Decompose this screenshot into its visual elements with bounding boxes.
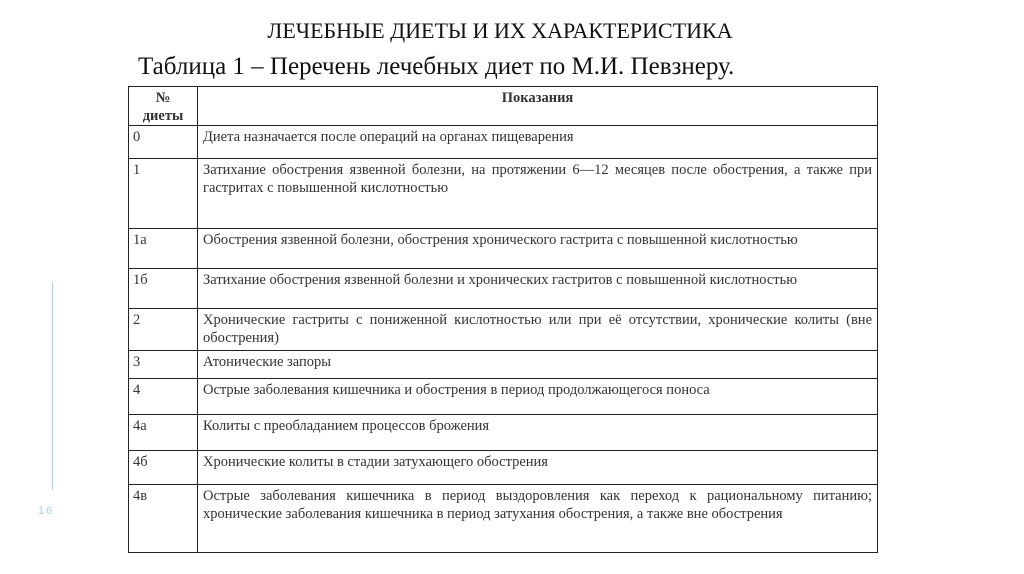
table-row <box>129 415 878 451</box>
diet-indication: Хронические колиты в стадии затухающего обострения <box>198 451 878 485</box>
diet-number: 0 <box>129 126 198 159</box>
table-row <box>129 309 878 351</box>
table-row <box>129 351 878 379</box>
diet-number: 4 <box>129 379 198 415</box>
diet-number: 4б <box>129 451 198 485</box>
table-caption: Таблица 1 – Перечень лечебных диет по М.И. Певзнеру. <box>138 53 735 80</box>
diet-number: 3 <box>129 351 198 379</box>
diet-indication: Хронические гастриты с пониженной кислотностью или при её отсутствии, хронические колиты (вне обострения) <box>198 309 878 351</box>
table-row <box>129 159 878 229</box>
table-row <box>129 485 878 553</box>
diet-indication: Острые заболевания кишечника и обострения в период продолжающегося поноса <box>198 379 878 415</box>
diet-indication: Обострения язвенной болезни, обострения хронического гастрита с повышенной кислотностью <box>198 229 878 269</box>
table-row <box>129 451 878 485</box>
diet-number: 1а <box>129 229 198 269</box>
diet-indication: Колиты с преобладанием процессов брожения <box>198 415 878 451</box>
diet-number: 2 <box>129 309 198 351</box>
header-diet-number: № диеты <box>129 87 198 126</box>
decorative-divider <box>52 282 53 490</box>
table-row <box>129 269 878 309</box>
table-row <box>129 126 878 159</box>
diet-indication: Атонические запоры <box>198 351 878 379</box>
page-number: 16 <box>38 505 55 517</box>
diet-number: 4а <box>129 415 198 451</box>
diet-number: 1 <box>129 159 198 229</box>
table-row <box>129 379 878 415</box>
diet-indication: Диета назначается после операций на органах пищеварения <box>198 126 878 159</box>
header-indications: Показания <box>198 87 878 126</box>
diet-number: 4в <box>129 485 198 553</box>
diet-number: 1б <box>129 269 198 309</box>
diet-table <box>128 86 878 553</box>
diet-indication: Затихание обострения язвенной болезни, на протяжении 6—12 месяцев после обострения, а также при гастритах с повышенной кислотностью <box>198 159 878 229</box>
diet-indication: Острые заболевания кишечника в период выздоровления как переход к рациональному питанию; хронические заболевания кишечника в период затухания обострения, а также вне обострения <box>198 485 878 553</box>
diet-indication: Затихание обострения язвенной болезни и хронических гастритов с повышенной кислотностью <box>198 269 878 309</box>
table-row <box>129 229 878 269</box>
table-header-row <box>129 87 878 126</box>
slide-title: ЛЕЧЕБНЫЕ ДИЕТЫ И ИХ ХАРАКТЕРИСТИКА <box>267 18 733 43</box>
